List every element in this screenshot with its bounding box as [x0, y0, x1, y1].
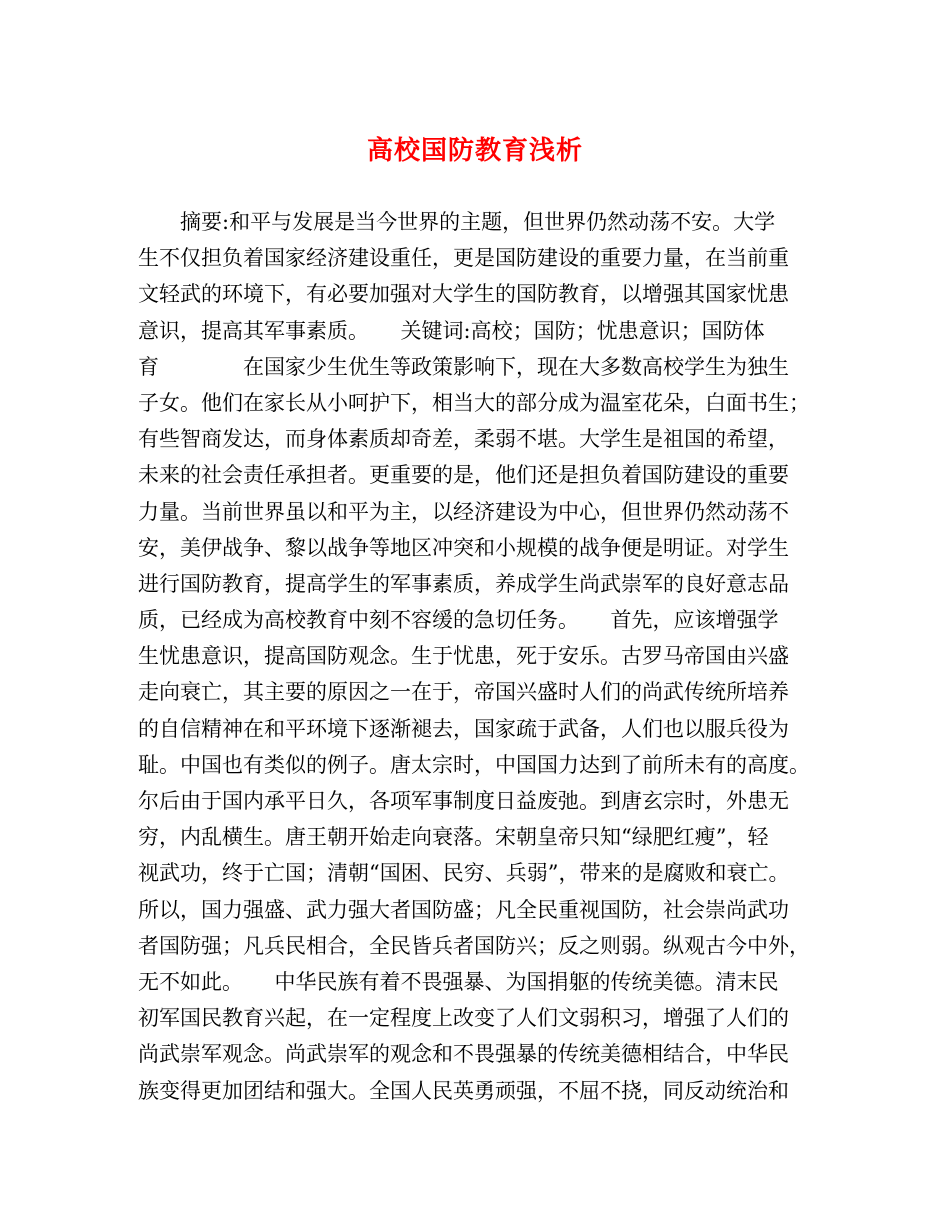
body-line: 族变得更加团结和强大。全国人民英勇顽强，不屈不挠，同反动统治和 — [138, 1078, 789, 1103]
body-line: 进行国防教育，提高学生的军事素质，养成学生尚武崇军的良好意志品 — [138, 571, 789, 596]
body-line: 穷，内乱横生。唐王朝开始走向衰落。宋朝皇帝只知“绿肥红瘦”，轻 — [138, 825, 769, 850]
body-line: 视武功，终于亡国；清朝“国困、民穷、兵弱”，带来的是腐败和衰亡。 — [138, 861, 790, 886]
body-line: 力量。当前世界虽以和平为主，以经济建设为中心，但世界仍然动荡不 — [138, 499, 789, 524]
document-body — [138, 204, 828, 1109]
body-line: 耻。中国也有类似的例子。唐太宗时，中国国力达到了前所未有的高度。 — [138, 752, 810, 777]
body-line: 的自信精神在和平环境下逐渐褪去，国家疏于武备，人们也以服兵役为 — [138, 716, 789, 741]
body-line: 所以，国力强盛、武力强大者国防盛；凡全民重视国防，社会崇尚武功 — [138, 897, 789, 922]
body-line: 文轻武的环境下，有必要加强对大学生的国防教育，以增强其国家忧患 — [138, 282, 789, 307]
body-line: 子女。他们在家长从小呵护下，相当大的部分成为温室花朵，白面书生； — [138, 390, 810, 415]
document-title: 高校国防教育浅析 — [366, 136, 583, 166]
body-line: 育 在国家少生优生等政策影响下，现在大多数高校学生为独生 — [138, 354, 789, 379]
body-line: 尔后由于国内承平日久，各项军事制度日益废弛。到唐玄宗时，外患无 — [138, 789, 789, 813]
body-line: 者国防强；凡兵民相合，全民皆兵者国防兴；反之则弱。纵观古今中外， — [138, 933, 810, 958]
body-line: 走向衰亡，其主要的原因之一在于，帝国兴盛时人们的尚武传统所培养 — [138, 680, 789, 705]
body-line: 摘要:和平与发展是当今世界的主题，但世界仍然动荡不安。大学 — [138, 210, 776, 234]
body-line: 尚武崇军观念。尚武崇军的观念和不畏强暴的传统美德相结合，中华民 — [138, 1042, 789, 1067]
body-line: 无不如此。 中华民族有着不畏强暴、为国捐躯的传统美德。清末民 — [138, 969, 779, 994]
body-line: 生忧患意识，提高国防观念。生于忧患，死于安乐。古罗马帝国由兴盛 — [138, 644, 789, 669]
body-line: 意识，提高其军事素质。 关键词:高校；国防；忧患意识；国防体 — [138, 318, 765, 343]
body-line: 未来的社会责任承担者。更重要的是，他们还是担负着国防建设的重要 — [138, 463, 789, 488]
body-line: 生不仅担负着国家经济建设重任，更是国防建设的重要力量，在当前重 — [138, 246, 789, 271]
body-line: 有些智商发达，而身体素质却奇差，柔弱不堪。大学生是祖国的希望， — [138, 427, 789, 452]
body-line: 安，美伊战争、黎以战争等地区冲突和小规模的战争便是明证。对学生 — [138, 535, 789, 560]
body-line: 质，已经成为高校教育中刻不容缓的急切任务。 首先，应该增强学 — [138, 608, 779, 633]
body-line: 初军国民教育兴起，在一定程度上改变了人们文弱积习，增强了人们的 — [138, 1006, 789, 1031]
